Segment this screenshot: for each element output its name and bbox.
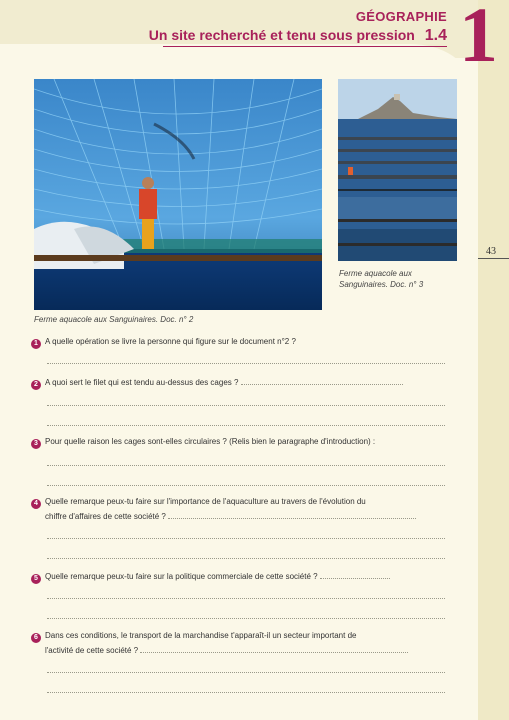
question-number-5: 5 [31, 574, 41, 584]
answer-line[interactable] [47, 671, 445, 673]
lesson-number: 1.4 [424, 27, 447, 44]
question-1-text: A quelle opération se livre la personne qui figure sur le document n°2 ? [45, 337, 296, 346]
question-number-3: 3 [31, 439, 41, 449]
question-3-text: Pour quelle raison les cages sont-elles circulaires ? (Relis bien le paragraphe d'introduction) : [45, 437, 376, 446]
answer-line[interactable] [47, 424, 445, 426]
page-number: 43 [486, 246, 496, 257]
question-6-line2: l'activité de cette société ? [45, 646, 139, 655]
margin-band [478, 0, 509, 720]
answer-line[interactable] [47, 617, 445, 619]
answer-line[interactable] [47, 464, 445, 466]
question-5 [31, 569, 445, 584]
header-curve [0, 44, 470, 84]
answer-line-inline[interactable] [168, 512, 416, 519]
page-number-rule [478, 258, 509, 259]
question-1 [31, 334, 445, 349]
answer-line[interactable] [47, 691, 445, 693]
photo-caption-doc3-line1: Ferme aquacole aux [339, 269, 412, 278]
lesson-title-text: Un site recherché et tenu sous pression [148, 27, 415, 43]
lesson-title [149, 27, 447, 45]
fish-farm-net-photo [34, 79, 322, 310]
question-4-line2: chiffre d'affaires de cette société ? [45, 512, 166, 521]
question-4 [31, 494, 445, 524]
question-2 [31, 375, 445, 390]
question-4-line1: Quelle remarque peux-tu faire sur l'importance de l'aquaculture au travers de l'évolution du [45, 497, 366, 506]
answer-line[interactable] [47, 404, 445, 406]
subject-title: GÉOGRAPHIE [355, 9, 447, 24]
answer-line-inline[interactable] [140, 646, 408, 653]
answer-line[interactable] [47, 597, 445, 599]
question-5-text: Quelle remarque peux-tu faire sur la politique commerciale de cette société ? [45, 572, 318, 581]
question-2-text: A quoi sert le filet qui est tendu au-dessus des cages ? [45, 378, 239, 387]
question-6 [31, 628, 445, 658]
lesson-underline [163, 46, 447, 47]
question-number-2: 2 [31, 380, 41, 390]
question-number-1: 1 [31, 339, 41, 349]
fish-farm-cages-photo [338, 79, 457, 261]
photo-caption-doc3-line2: Sanguinaires. Doc. n° 3 [339, 280, 424, 289]
answer-line[interactable] [47, 537, 445, 539]
answer-line-inline[interactable] [320, 572, 390, 579]
answer-line[interactable] [47, 484, 445, 486]
answer-line-inline[interactable] [241, 378, 403, 385]
question-number-6: 6 [31, 633, 41, 643]
answer-line[interactable] [47, 362, 445, 364]
photo-caption-doc3 [339, 268, 423, 290]
answer-line[interactable] [47, 557, 445, 559]
question-3 [31, 434, 445, 449]
chapter-number: 1 [459, 0, 498, 78]
photo-caption-doc2: Ferme aquacole aux Sanguinaires. Doc. n° 2 [34, 315, 194, 324]
question-6-line1: Dans ces conditions, le transport de la marchandise t'apparaît-il un secteur important de [45, 631, 357, 640]
question-number-4: 4 [31, 499, 41, 509]
